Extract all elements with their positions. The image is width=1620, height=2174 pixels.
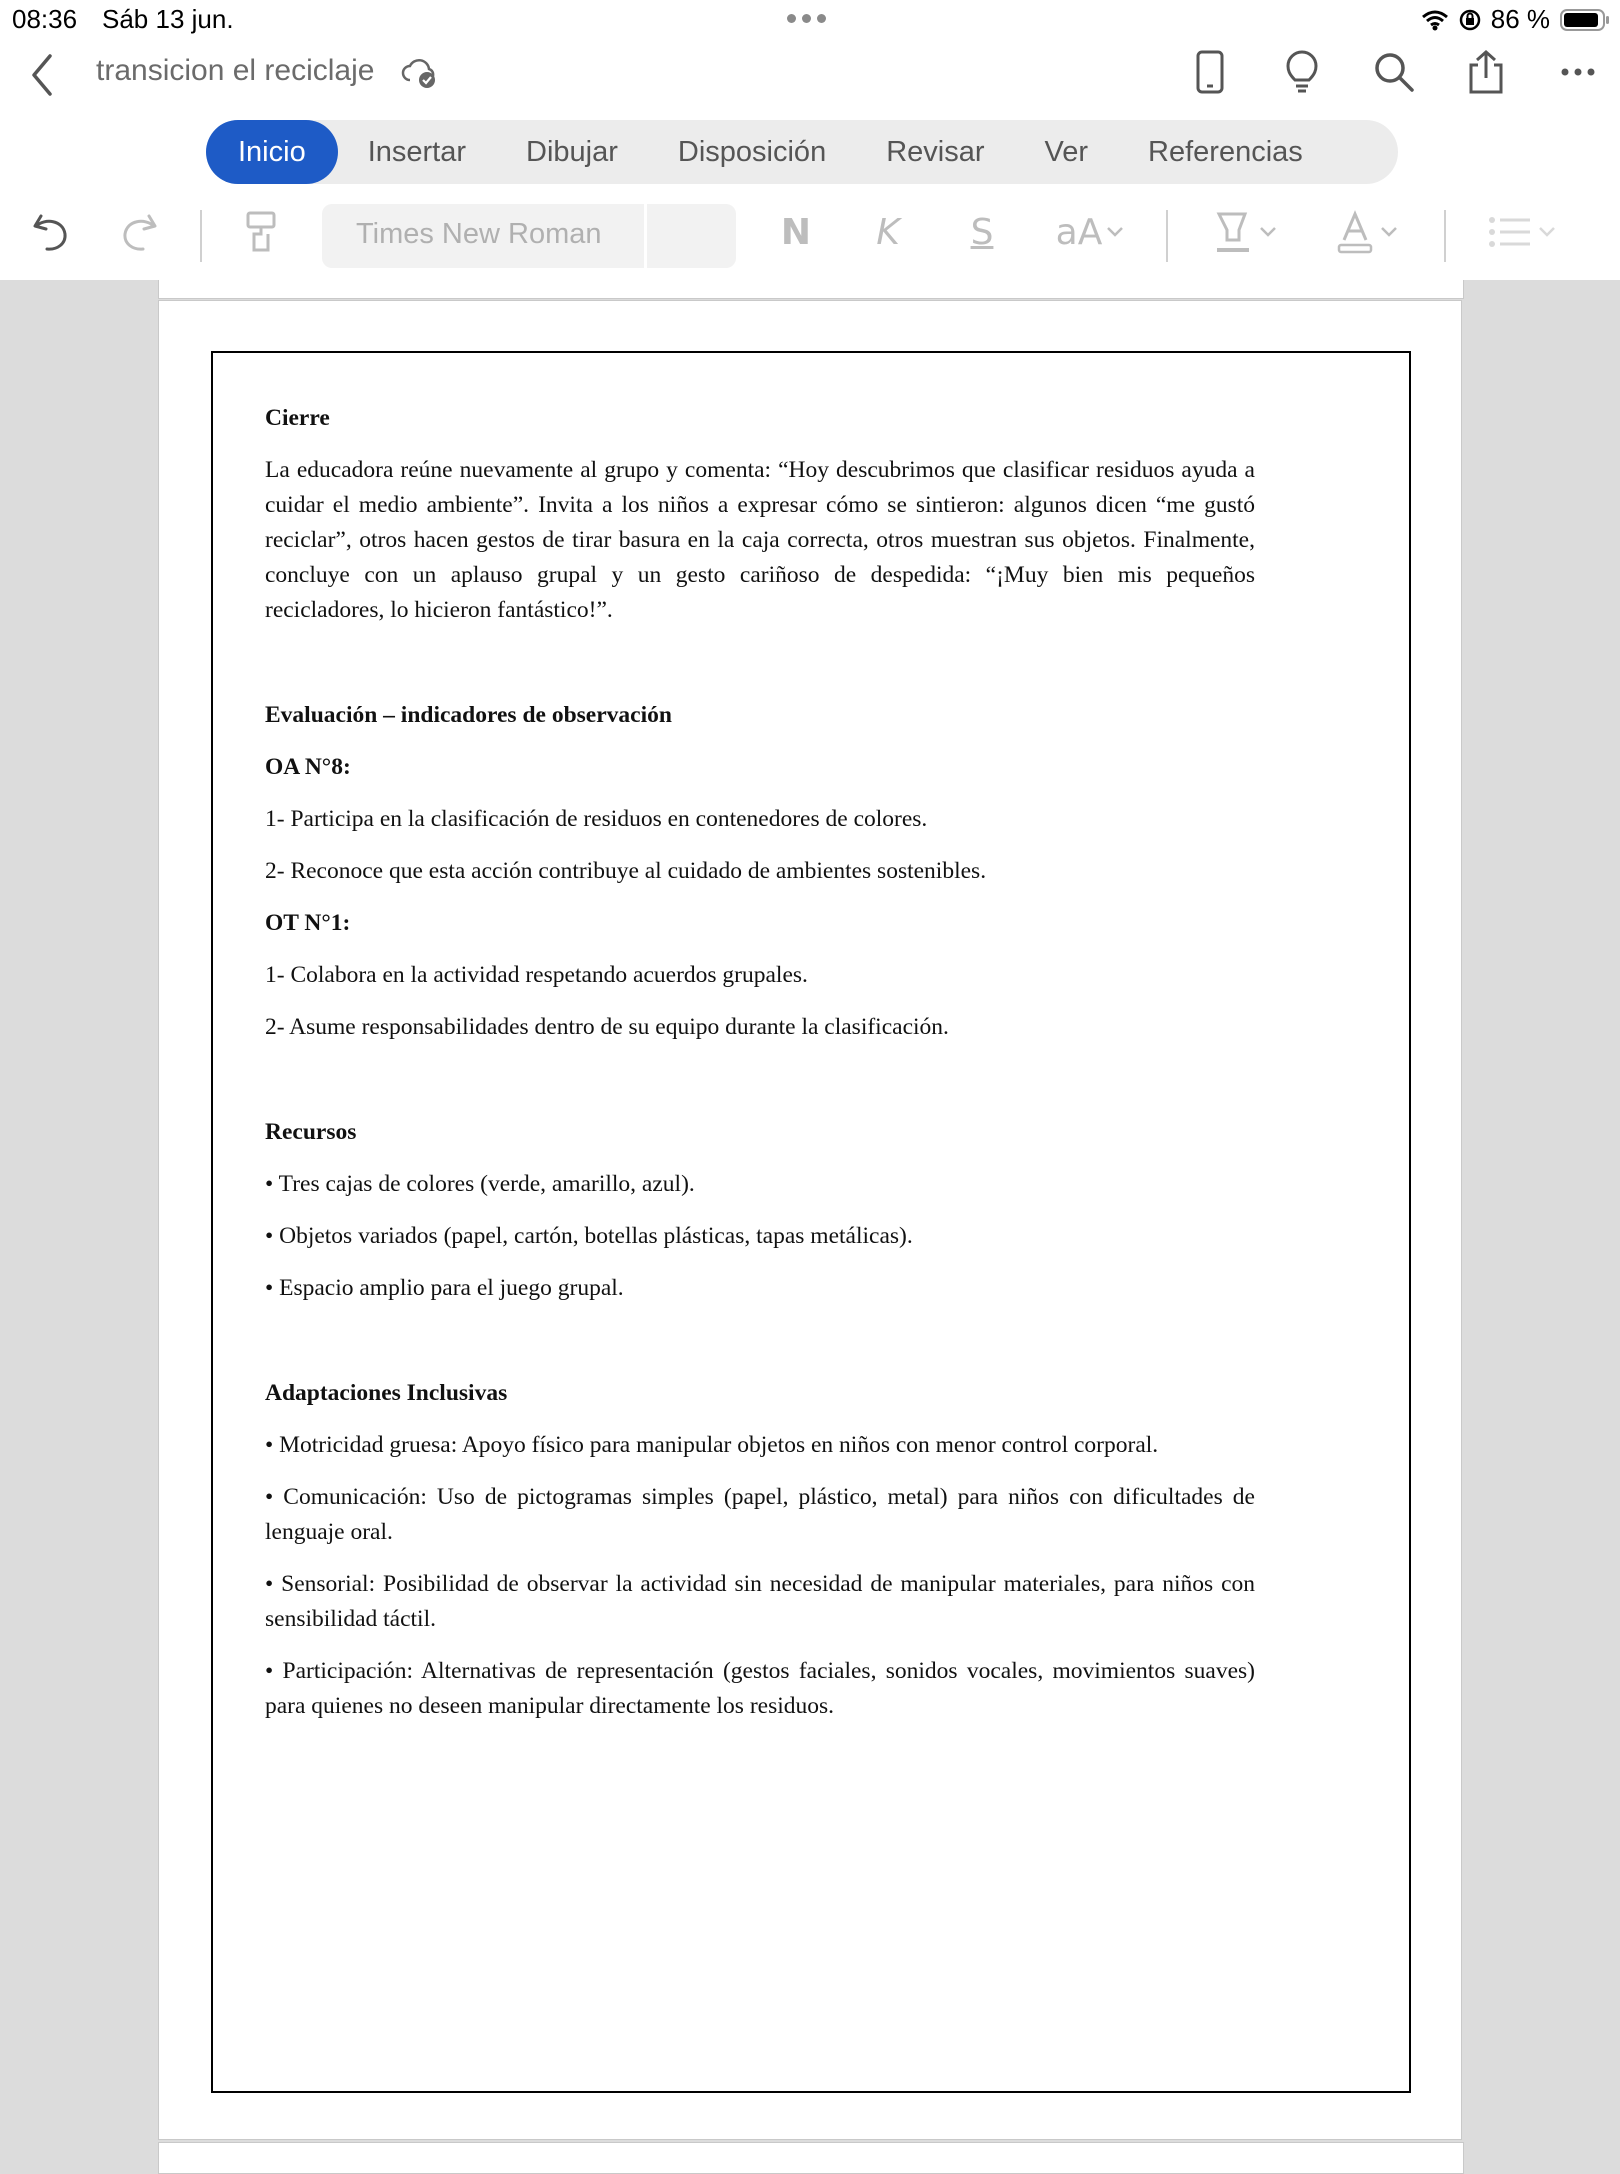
tab-ver[interactable]: Ver bbox=[1044, 135, 1089, 168]
underline-button[interactable]: S bbox=[970, 211, 994, 253]
ot-item: 2- Asume responsabilidades dentro de su equipo durante la clasificación. bbox=[265, 1014, 949, 1040]
format-painter-icon[interactable] bbox=[236, 204, 286, 260]
back-arrow-icon[interactable] bbox=[22, 50, 62, 100]
tab-insertar[interactable]: Insertar bbox=[367, 135, 467, 168]
lightbulb-icon[interactable] bbox=[1276, 46, 1328, 98]
toolbar-divider bbox=[1444, 210, 1446, 262]
bullets-button[interactable] bbox=[1482, 204, 1562, 260]
wifi-icon bbox=[1421, 9, 1449, 31]
undo-icon[interactable] bbox=[26, 204, 76, 260]
bullet-list-icon bbox=[1488, 214, 1532, 250]
highlight-button[interactable] bbox=[1206, 204, 1284, 260]
toolbar-divider bbox=[1166, 210, 1168, 262]
oa-heading: OA N°8: bbox=[265, 754, 351, 780]
battery-icon bbox=[1560, 8, 1610, 32]
status-time: 08:36 bbox=[12, 4, 78, 34]
multitasking-handle-icon[interactable] bbox=[787, 14, 826, 23]
search-icon[interactable] bbox=[1368, 46, 1420, 98]
font-color-icon bbox=[1336, 210, 1374, 254]
adaptaciones-item: • Participación: Alternativas de representación (gestos faciales, sonidos vocales, movimientos suaves) para quienes no deseen manipular directamente los residuos. bbox=[265, 1658, 1255, 1719]
italic-button[interactable]: K bbox=[876, 211, 900, 253]
tab-dibujar[interactable]: Dibujar bbox=[526, 135, 618, 168]
font-name-field[interactable]: Times New Roman bbox=[356, 218, 602, 250]
document-title[interactable]: transicion el reciclaje bbox=[96, 54, 375, 87]
ribbon-tabs bbox=[206, 120, 1398, 184]
more-options-icon[interactable] bbox=[1552, 46, 1604, 98]
title-bar bbox=[0, 40, 1620, 120]
chevron-down-icon bbox=[1106, 226, 1124, 238]
section-heading-adaptaciones: Adaptaciones Inclusivas bbox=[265, 1380, 508, 1406]
status-date: Sáb 13 jun. bbox=[102, 4, 234, 34]
document-page[interactable] bbox=[158, 300, 1462, 2140]
section-heading-cierre: Cierre bbox=[265, 405, 330, 431]
battery-percent: 86 % bbox=[1490, 4, 1550, 34]
chevron-down-icon bbox=[1259, 226, 1277, 238]
section-heading-recursos: Recursos bbox=[265, 1119, 357, 1145]
chevron-down-icon bbox=[1538, 226, 1556, 238]
section-heading-evaluacion: Evaluación – indicadores de observación bbox=[265, 702, 672, 728]
mobile-view-icon[interactable] bbox=[1184, 46, 1236, 98]
ot-heading: OT N°1: bbox=[265, 910, 351, 936]
recursos-item: • Tres cajas de colores (verde, amarillo, azul). bbox=[265, 1171, 695, 1197]
toolbar-divider bbox=[200, 210, 202, 262]
recursos-item: • Objetos variados (papel, cartón, botellas plásticas, tapas metálicas). bbox=[265, 1223, 913, 1249]
status-bar bbox=[0, 0, 1620, 40]
status-indicators bbox=[1421, 4, 1610, 35]
cierre-paragraph: La educadora reúne nuevamente al grupo y comenta: “Hoy descubrimos que clasificar residuos ayuda a cuidar el medio ambiente”. Invita a los niños a expresar cómo se sintieron: algunos dicen “me gustó reciclar”, otros hacen gestos de tirar basura en la caja correcta, otros muestran sus objetos. Finalmente, concluye con un aplauso grupal y un gesto cariñoso de despedida: “¡Muy bien mis pequeños recicladores, lo hicieron fantástico!”. bbox=[265, 457, 1255, 623]
share-icon[interactable] bbox=[1460, 46, 1512, 98]
highlighter-icon bbox=[1213, 210, 1253, 254]
orientation-lock-icon bbox=[1459, 9, 1481, 31]
text-case-label: aA bbox=[1055, 211, 1103, 253]
adaptaciones-item: • Sensorial: Posibilidad de observar la actividad sin necesidad de manipular materiales, para niños con sensibilidad táctil. bbox=[265, 1571, 1255, 1632]
document-body[interactable] bbox=[265, 401, 1255, 1741]
oa-item: 2- Reconoce que esta acción contribuye al cuidado de ambientes sostenibles. bbox=[265, 858, 987, 884]
font-size-field[interactable] bbox=[644, 204, 739, 268]
tab-inicio[interactable]: Inicio bbox=[206, 120, 338, 184]
text-case-button[interactable] bbox=[1048, 204, 1132, 260]
tab-revisar[interactable]: Revisar bbox=[886, 135, 985, 168]
ot-item: 1- Colabora en la actividad respetando acuerdos grupales. bbox=[265, 962, 808, 988]
chevron-down-icon bbox=[1380, 226, 1398, 238]
font-picker[interactable] bbox=[322, 204, 736, 268]
font-color-button[interactable] bbox=[1328, 204, 1406, 260]
adaptaciones-item: • Motricidad gruesa: Apoyo físico para manipular objetos en niños con menor control corporal. bbox=[265, 1432, 1159, 1458]
tab-disposicion[interactable]: Disposición bbox=[677, 135, 827, 168]
recursos-item: • Espacio amplio para el juego grupal. bbox=[265, 1275, 624, 1301]
oa-item: 1- Participa en la clasificación de residuos en contenedores de colores. bbox=[265, 806, 928, 832]
next-page-edge bbox=[158, 2142, 1464, 2174]
cloud-saved-icon[interactable] bbox=[400, 54, 440, 90]
bold-button[interactable]: N bbox=[780, 211, 812, 253]
tab-referencias[interactable]: Referencias bbox=[1148, 135, 1303, 168]
redo-icon[interactable] bbox=[114, 204, 164, 260]
previous-page-edge bbox=[158, 280, 1464, 299]
title-actions bbox=[1184, 46, 1604, 98]
ribbon-tabs-bar bbox=[0, 120, 1620, 190]
adaptaciones-item: • Comunicación: Uso de pictogramas simples (papel, plástico, metal) para niños con dificultades de lenguaje oral. bbox=[265, 1484, 1255, 1545]
formatting-toolbar bbox=[0, 190, 1620, 280]
